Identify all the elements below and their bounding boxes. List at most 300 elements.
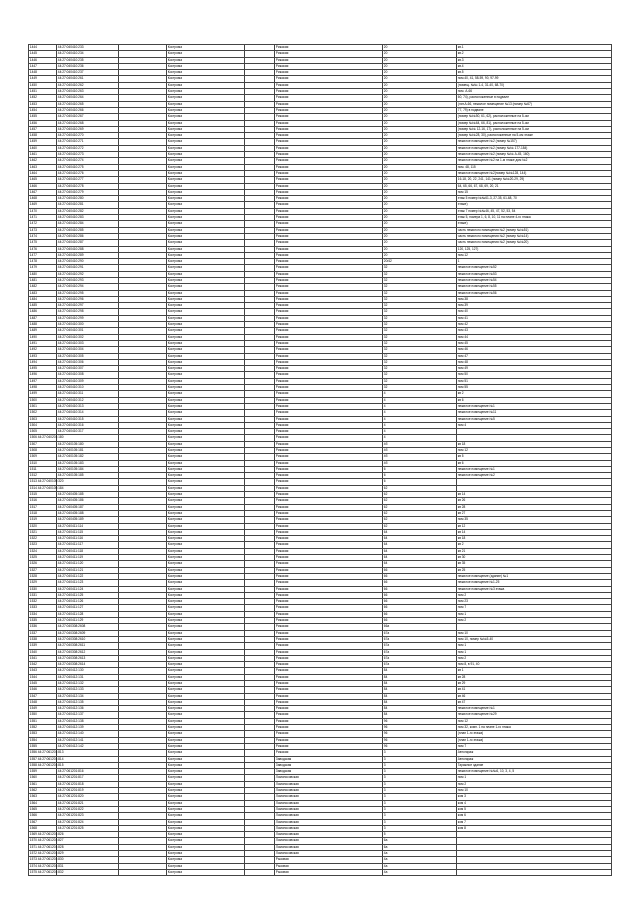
cadastral-number-cell: 44:27:040410:267 [57, 114, 119, 120]
premises-cell: пом 4 [457, 422, 612, 428]
street-cell: Рижская [275, 422, 383, 428]
cadastral-number-cell: 44:27:040410:262 [57, 82, 119, 88]
house-number-cell: 66 [383, 580, 457, 586]
cadastral-number-cell: 44:27:040410:284 [57, 221, 119, 227]
premises-cell: кв 47 [457, 699, 612, 705]
city-cell: Кострома [167, 498, 245, 504]
premises-cell: ком 8 [457, 825, 612, 831]
city-cell: Кострома [167, 340, 245, 346]
house-number-cell: 66а [383, 624, 457, 630]
cadastral-number-cell: 44:27:040410:315 [57, 416, 119, 422]
row-number-cell: 1514 44:27:040105:184 [29, 485, 64, 490]
premises-cell: этаже) [457, 221, 612, 227]
cadastral-number-cell: 44:27:040105:181 [57, 448, 119, 454]
street-cell: Рижская [275, 296, 383, 302]
cadastral-number-cell: 44:27:040410:289 [57, 252, 119, 258]
blank-cell-a [119, 869, 167, 875]
street-cell: Рижская [275, 82, 383, 88]
city-cell: Кострома [167, 706, 245, 712]
cadastral-number-cell: 44:27:040410:233 [57, 45, 119, 51]
house-number-cell: 84 [383, 687, 457, 693]
cadastral-number-cell: 44:27:061201:820 [57, 794, 119, 800]
row-number-cell: 1504 [29, 422, 57, 428]
house-number-cell: 62 [383, 523, 457, 529]
row-number-cell: 1549 [29, 706, 57, 712]
house-number-cell: 4 [383, 410, 457, 416]
house-number-cell: 66 [383, 567, 457, 573]
row-number-cell: 1457 [29, 126, 57, 132]
street-cell: Рижская [275, 492, 383, 498]
street-cell: Рижская [275, 221, 383, 227]
city-cell: Кострома [167, 536, 245, 542]
row-number-cell: 1458 [29, 133, 57, 139]
street-cell: Рижская [275, 699, 383, 705]
premises-cell: пом.38 [457, 296, 612, 302]
property-register-table [28, 44, 612, 876]
premises-cell: Автогараж [457, 756, 612, 762]
house-number-cell: 20 [383, 133, 457, 139]
house-number-cell: 3 [383, 750, 457, 756]
city-cell: Кострома [167, 70, 245, 76]
house-number-cell: 20 [383, 107, 457, 113]
street-cell: Ломоносовская [275, 838, 383, 844]
city-cell: Кострома [167, 353, 245, 359]
house-number-cell: 20 [383, 145, 457, 151]
blank-cell-b [245, 869, 275, 875]
cadastral-number-cell: 44:27:040410:295 [57, 290, 119, 296]
city-cell: Кострома [167, 869, 245, 875]
cadastral-number-cell: 44:27:040410:301 [57, 328, 119, 334]
city-cell: Кострома [167, 126, 245, 132]
row-number-cell: 1503 [29, 416, 57, 422]
house-number-cell: 3 [383, 775, 457, 781]
row-number-cell: 1475 [29, 240, 57, 246]
premises-cell: нежилое помещение №56 [457, 290, 612, 296]
row-number-cell: 1575 44:27:061201:832 [29, 869, 64, 874]
row-number-cell: 1506 44:27:040201:180 [29, 435, 64, 440]
city-cell: Кострома [167, 410, 245, 416]
city-cell: Кострома [167, 712, 245, 718]
row-number-cell: 1537 [29, 630, 57, 636]
cadastral-number-cell: 44:27:040410:285 [57, 227, 119, 233]
house-number-cell: 3 [383, 769, 457, 775]
row-number-cell: 1524 [29, 548, 57, 554]
house-number-cell: 66 [383, 592, 457, 598]
city-cell: Кострома [167, 359, 245, 365]
house-number-cell: 4 [383, 422, 457, 428]
city-cell: Кострома [167, 385, 245, 391]
cadastral-number-cell: 44:27:040105:185 [57, 473, 119, 479]
premises-cell: кв 2 [457, 542, 612, 548]
street-cell: Рижская [275, 233, 383, 239]
house-number-cell: 96 [383, 737, 457, 743]
row-number-cell: 1542 [29, 662, 57, 668]
house-number-cell: 20 [383, 177, 457, 183]
premises-cell: нежилое помещение №3 этажа [457, 586, 612, 592]
house-number-cell: 3 [383, 800, 457, 806]
premises-cell: пом 2 [457, 592, 612, 598]
premises-cell: кв 18 [457, 441, 612, 447]
house-number-cell: 32 [383, 303, 457, 309]
cadastral-number-cell: 44:27:061201:823 [57, 813, 119, 819]
premises-cell: (номер №№50, 61, 62), расположенные на 5-ом [457, 114, 612, 120]
house-number-cell: 20 [383, 183, 457, 189]
street-cell: Рижская [275, 359, 383, 365]
city-cell: Кострома [167, 259, 245, 265]
cadastral-number-cell: 44:27:040410:276 [57, 170, 119, 176]
house-number-cell: 64 [383, 555, 457, 561]
cadastral-number-cell: 44:27:040105:184 [57, 466, 119, 472]
premises-cell: нежилое помещение №29 [457, 712, 612, 718]
house-number-cell: 84 [383, 712, 457, 718]
row-number-cell: 1515 [29, 492, 57, 498]
cadastral-number-cell: 44:27:040410:294 [57, 284, 119, 290]
street-cell: Рижская [275, 555, 383, 561]
city-cell: Кострома [167, 309, 245, 315]
premises-cell: нежилое помещение №54 [457, 277, 612, 283]
row-number-cell: 1464 [29, 170, 57, 176]
house-number-cell: 20 [383, 114, 457, 120]
street-cell: Рижская [275, 347, 383, 353]
row-number-cell: 1559 [29, 769, 57, 775]
table-body [29, 45, 612, 876]
street-cell: Ломоносовская [275, 775, 383, 781]
row-number-cell: 1508 [29, 448, 57, 454]
row-number-cell: 1567 [29, 819, 57, 825]
city-cell: Кострома [167, 788, 245, 794]
row-number-cell: 1544 [29, 674, 57, 680]
house-number-cell: 20 [383, 202, 457, 208]
premises-cell: (помещ. №№ 1-4, 31-40, 68-70) [457, 82, 612, 88]
city-cell: Кострома [167, 196, 245, 202]
cadastral-number-cell: 44:27:040412:130 [57, 668, 119, 674]
cadastral-number-cell: 44:27:040410:275 [57, 164, 119, 170]
row-number-cell: 1522 [29, 536, 57, 542]
premises-cell: пом 35 [457, 517, 612, 523]
city-cell: Кострома [167, 743, 245, 749]
street-cell: Рижская [275, 120, 383, 126]
cadastral-number-cell: 44:27:040410:278 [57, 183, 119, 189]
cadastral-number-cell: 44:27:040410:311 [57, 391, 119, 397]
cadastral-number-cell: 44:27:061201:824 [57, 819, 119, 825]
premises-cell: этаже) [457, 202, 612, 208]
street-cell: Рижская [275, 668, 383, 674]
street-cell: Рижская [275, 624, 383, 630]
city-cell: Кострома [167, 630, 245, 636]
cadastral-number-cell: 44:27:040410:313 [57, 403, 119, 409]
cadastral-number-cell: 44:27:040412:135 [57, 699, 119, 705]
house-number-cell: 20 [383, 164, 457, 170]
street-cell: Рижская [275, 385, 383, 391]
house-number-cell: 67а [383, 655, 457, 661]
cadastral-number-cell: 44:27:040410:281 [57, 202, 119, 208]
cadastral-number-cell: 44:27:040412:141 [57, 737, 119, 743]
street-cell: Рижская [275, 107, 383, 113]
city-cell: Кострома [167, 45, 245, 51]
city-cell: Кострома [167, 82, 245, 88]
street-cell: Заводская [275, 756, 383, 762]
street-cell: Рижская [275, 315, 383, 321]
house-number-cell: 3 [383, 825, 457, 831]
cadastral-number-cell: 44:27:040410:261 [57, 76, 119, 82]
house-number-cell: 4 [383, 391, 457, 397]
city-cell: Кострома [167, 334, 245, 340]
street-cell: Рижская [275, 618, 383, 624]
street-cell: Рижская [275, 133, 383, 139]
house-number-cell: 20 [383, 246, 457, 252]
street-cell: Рижская [275, 504, 383, 510]
street-cell: Рижская [275, 334, 383, 340]
house-number-cell: 67а [383, 662, 457, 668]
street-cell: Рижская [275, 448, 383, 454]
cadastral-number-cell: 44:27:040410:293 [57, 277, 119, 283]
cadastral-number-cell: 44:27:040410:283 [57, 215, 119, 221]
premises-cell: кв 28 [457, 504, 612, 510]
premises-cell: кв 5 [457, 454, 612, 460]
row-number-cell: 1516 [29, 498, 57, 504]
house-number-cell: 20 [383, 76, 457, 82]
city-cell: Кострома [167, 674, 245, 680]
premises-cell: пом 32, комн. 1 на плане 1-го этажа [457, 725, 612, 731]
street-cell: Рижская [275, 542, 383, 548]
street-cell: Рижская [275, 460, 383, 466]
house-number-cell: 32 [383, 296, 457, 302]
cadastral-number-cell: 44:27:040411:129 [57, 618, 119, 624]
premises-cell: пом.40, 41, 58-59, 90, 97-99 [457, 76, 612, 82]
city-cell: Кострома [167, 89, 245, 95]
cadastral-number-cell: 44:27:040410:292 [57, 271, 119, 277]
cadastral-number-cell: 44:27:040405:187 [57, 504, 119, 510]
city-cell: Кострома [167, 120, 245, 126]
row-number-cell: 1574 44:27:061201:831 [29, 863, 64, 868]
row-number-cell: 1491 [29, 340, 57, 346]
row-number-cell: 1466 [29, 183, 57, 189]
street-cell: Ломоносовская [275, 800, 383, 806]
city-cell: Кострома [167, 624, 245, 630]
street-cell: Рижская [275, 208, 383, 214]
premises-cell: пом 1 [457, 611, 612, 617]
cadastral-number-cell: 44:27:040410:263 [57, 89, 119, 95]
cadastral-number-cell: 44:27:040405:186 [57, 498, 119, 504]
row-number-cell: 1568 [29, 825, 57, 831]
row-number-cell: 1481 [29, 277, 57, 283]
cadastral-number-cell: 44:27:040412:142 [57, 743, 119, 749]
row-number-cell: 1547 [29, 693, 57, 699]
row-number-cell: 1531 [29, 592, 57, 598]
house-number-cell: 84 [383, 668, 457, 674]
city-cell: Кострома [167, 844, 245, 850]
premises-cell: кв 35 [457, 561, 612, 567]
premises-cell: (лит.А-66, нежилое помещение №13 (номер №67) [457, 101, 612, 107]
row-number-cell: 1536 [29, 624, 57, 630]
city-cell: Кострома [167, 322, 245, 328]
premises-cell: кв 26 [457, 498, 612, 504]
street-cell: Рижская [275, 259, 383, 265]
street-cell: Рижская [275, 529, 383, 535]
city-cell: Кострома [167, 794, 245, 800]
cadastral-number-cell: 44:27:040410:312 [57, 397, 119, 403]
row-number-cell: 1529 [29, 580, 57, 586]
city-cell: Кострома [167, 227, 245, 233]
premises-cell: 16-18, 20, 22, 241, 141 (номер №№20-29, 29) [457, 177, 612, 183]
premises-cell: кв.5 [457, 70, 612, 76]
premises-cell: этаж 7 номер №№46, 45, 47, 52, 53, 54 [457, 208, 612, 214]
premises-cell: нежилое помещение №1-25 [457, 580, 612, 586]
street-cell: Рижская [275, 215, 383, 221]
city-cell: Кострома [167, 838, 245, 844]
cadastral-number-cell: 44:27:040410:282 [57, 208, 119, 214]
street-cell: Рижская [275, 410, 383, 416]
street-cell: Рижская [275, 322, 383, 328]
cadastral-number-cell: 44:27:040410:274 [57, 158, 119, 164]
street-cell: Рижская [275, 611, 383, 617]
row-number-cell: 1533 [29, 605, 57, 611]
house-number-cell: 84 [383, 699, 457, 705]
street-cell: Ломоносовская [275, 794, 383, 800]
house-number-cell: 32 [383, 315, 457, 321]
city-cell: Кострома [167, 680, 245, 686]
row-number-cell: 1450 [29, 82, 57, 88]
street-cell: Рижская [275, 366, 383, 372]
row-number-cell: 1484 [29, 296, 57, 302]
house-number-cell: 96 [383, 743, 457, 749]
street-cell: Ломоносовская [275, 844, 383, 850]
street-cell: Рижская [275, 196, 383, 202]
cadastral-number-cell: 44:27:040405:188 [57, 510, 119, 516]
street-cell: Рижская [275, 429, 383, 435]
street-cell: Рижская [275, 592, 383, 598]
premises-cell: нежилое помещение (здание) №1 [457, 573, 612, 579]
premises-cell: 1 [457, 259, 612, 265]
house-number-cell: 3 [383, 756, 457, 762]
city-cell: Кострома [167, 857, 245, 863]
cadastral-number-cell: 44:27:040410:302 [57, 334, 119, 340]
row-number-cell: 1571 44:27:061201:828 [29, 844, 64, 849]
city-cell: Кострома [167, 277, 245, 283]
street-cell: Рижская [275, 76, 383, 82]
street-cell: Рижская [275, 630, 383, 636]
city-cell: Кострома [167, 271, 245, 277]
premises-cell: (номер №№28, 30), расположенные на 5-ом этаже [457, 133, 612, 139]
street-cell: Рижская [275, 158, 383, 164]
street-cell: Рижская [275, 454, 383, 460]
premises-cell: пом 23 [457, 599, 612, 605]
cadastral-number-cell: 44:27:040308:2611 [57, 643, 119, 649]
house-number-cell: 4 [383, 435, 457, 441]
house-number-cell: 96 [383, 731, 457, 737]
street-cell: Рижская [275, 731, 383, 737]
city-cell: Кострома [167, 580, 245, 586]
row-number-cell: 1513 44:27:040105:320 [29, 479, 64, 484]
premises-cell: 60, 74), расположенные в подвале [457, 95, 612, 101]
city-cell: Кострома [167, 618, 245, 624]
row-number-cell: 1534 [29, 611, 57, 617]
house-number-cell: 6а [383, 838, 457, 844]
row-number-cell: 1545 [29, 680, 57, 686]
city-cell: Кострома [167, 51, 245, 57]
city-cell: Кострома [167, 397, 245, 403]
street-cell: Рижская [275, 416, 383, 422]
row-number-cell: 1561 [29, 781, 57, 787]
street-cell: Заводская [275, 769, 383, 775]
city-cell: Кострома [167, 573, 245, 579]
house-number-cell: 67а [383, 649, 457, 655]
city-cell: Кострома [167, 668, 245, 674]
premises-cell: (номер №№ 12-16, 17), расположенные на 5-ом [457, 126, 612, 132]
house-number-cell: 20 [383, 82, 457, 88]
city-cell: Кострома [167, 139, 245, 145]
city-cell: Кострома [167, 781, 245, 787]
premises-cell: кв 29 [457, 680, 612, 686]
city-cell: Кострома [167, 183, 245, 189]
city-cell: Кострома [167, 523, 245, 529]
premises-cell: часть нежилого помещения №2 (номер №№14) [457, 233, 612, 239]
street-cell: Рижская [275, 693, 383, 699]
premises-cell: пом 2 [457, 618, 612, 624]
house-number-cell: 4а [383, 863, 457, 869]
street-cell: Рижская [275, 328, 383, 334]
cadastral-number-cell: 44:27:040411:117 [57, 542, 119, 548]
premises-cell: нежилое помещение №1 [457, 706, 612, 712]
street-cell: Рижская [275, 397, 383, 403]
premises-cell: пом 1 [457, 643, 612, 649]
house-number-cell: 5 [383, 832, 457, 838]
row-number-cell: 1538 [29, 636, 57, 642]
cadastral-number-cell: 44:27:040411:118 [57, 548, 119, 554]
house-number-cell: 62 [383, 504, 457, 510]
city-cell: Кострома [167, 296, 245, 302]
house-number-cell: 32 [383, 277, 457, 283]
cadastral-number-cell: 44:27:040412:138 [57, 718, 119, 724]
premises-cell: (номер №№64, 66, 81), расположенные на 5-ом [457, 120, 612, 126]
premises-cell: кв.1 [457, 45, 612, 51]
house-number-cell: 20 [383, 139, 457, 145]
house-number-cell: 66 [383, 605, 457, 611]
cadastral-number-cell: 44:27:040412:133 [57, 687, 119, 693]
premises-cell: пом 48 [457, 359, 612, 365]
cadastral-number-cell: 44:27:040410:280 [57, 196, 119, 202]
city-cell: Кострома [167, 133, 245, 139]
row-number-cell: 1447 [29, 63, 57, 69]
premises-cell: кв 14 [457, 492, 612, 498]
city-cell: Кострома [167, 114, 245, 120]
city-cell: Кострома [167, 510, 245, 516]
street-cell: Рижская [275, 586, 383, 592]
house-number-cell: 4б [383, 448, 457, 454]
cadastral-number-cell: 44:27:040410:286 [57, 233, 119, 239]
house-number-cell: 32 [383, 347, 457, 353]
house-number-cell: 64 [383, 542, 457, 548]
city-cell: Кострома [167, 265, 245, 271]
row-number-cell: 1483 [29, 290, 57, 296]
cadastral-number-cell: 44:27:061201:819 [57, 788, 119, 794]
city-cell: Кострома [167, 95, 245, 101]
street-cell: Рижская [275, 498, 383, 504]
cadastral-number-cell: 44:27:040412:131 [57, 674, 119, 680]
row-number-cell: 1548 [29, 699, 57, 705]
row-number-cell: 1465 [29, 177, 57, 183]
street-cell: Рижская [275, 353, 383, 359]
city-cell: Кострома [167, 643, 245, 649]
street-cell: Рижская [275, 750, 383, 756]
city-cell: Кострома [167, 315, 245, 321]
house-number-cell: 62 [383, 492, 457, 498]
premises-cell: (план 1-го этажа) [457, 737, 612, 743]
house-number-cell: 4а [383, 851, 457, 857]
city-cell: Кострома [167, 662, 245, 668]
row-number-cell: 1486 [29, 309, 57, 315]
street-cell: Рыковая [275, 857, 383, 863]
